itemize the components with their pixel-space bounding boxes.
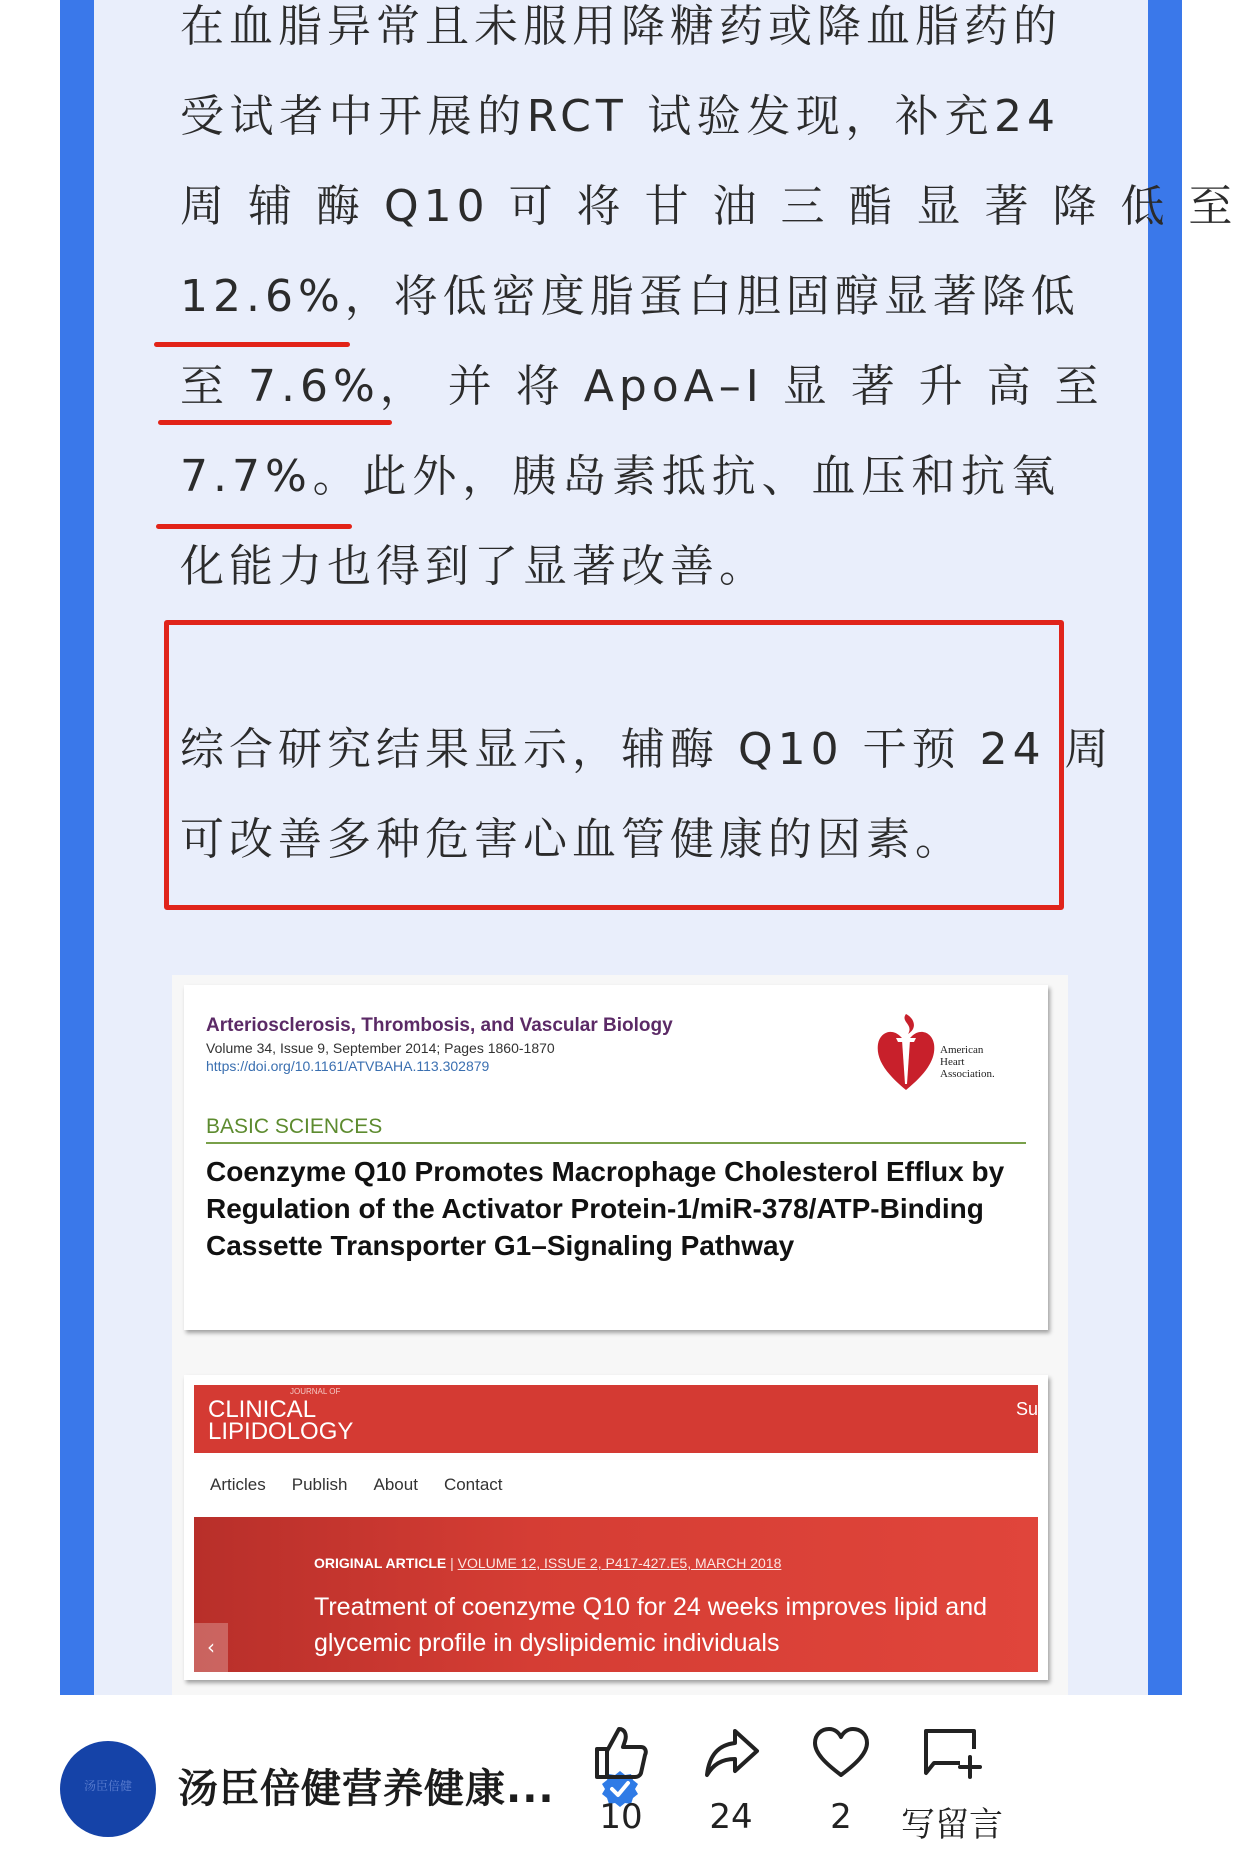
doi-link: https://doi.org/10.1161/ATVBAHA.113.302879 — [206, 1058, 490, 1074]
paragraph-line: 周 辅 酶 Q10 可 将 甘 油 三 酯 显 著 降 低 至 — [180, 181, 1238, 232]
journal-name: Arteriosclerosis, Thrombosis, and Vascular Biology — [206, 1015, 673, 1036]
comment-add-icon — [920, 1723, 984, 1783]
nav-about: About — [373, 1475, 418, 1494]
paragraph-line: 可改善多种危害心血管健康的因素。 — [180, 814, 964, 865]
journal-nav — [210, 1475, 503, 1495]
thumbs-up-icon — [591, 1723, 651, 1783]
paper-card-atvb — [184, 985, 1048, 1330]
header-cut-text: Su — [1015, 1399, 1038, 1419]
avatar[interactable] — [60, 1741, 156, 1837]
account-name[interactable]: 汤臣倍健营养健康... — [178, 1766, 555, 1812]
favorite-button[interactable] — [786, 1723, 896, 1853]
share-arrow-icon — [701, 1723, 761, 1783]
comment-label: 写留言 — [901, 1805, 1003, 1845]
heart-icon — [811, 1723, 871, 1783]
section-label: BASIC SCIENCES — [206, 1115, 383, 1138]
section-divider — [206, 1142, 1026, 1144]
bottom-action-bar — [0, 1695, 1242, 1863]
paper-screenshots — [172, 975, 1068, 1695]
paper-card-jcl — [184, 1375, 1048, 1680]
highlight-underline — [156, 524, 352, 529]
journal-volume: Volume 34, Issue 9, September 2014; Pages 1860-1870 — [206, 1040, 555, 1056]
paragraph-line: 12.6%，将低密度脂蛋白胆固醇显著降低 — [180, 271, 1080, 322]
paragraph-line: 综合研究结果显示，辅酶 Q10 干预 24 周 — [180, 724, 1114, 775]
share-button[interactable] — [676, 1723, 786, 1853]
paragraph-line: 化能力也得到了显著改善。 — [180, 541, 768, 592]
nav-publish: Publish — [291, 1475, 348, 1494]
avatar-text: 汤臣倍健 — [83, 1779, 132, 1793]
nav-contact: Contact — [443, 1475, 503, 1494]
share-count: 24 — [709, 1797, 753, 1837]
journal-logo: CLINICAL LIPIDOLOGY — [208, 1396, 354, 1445]
paragraph-line: 7.7%。此外，胰岛素抵抗、血压和抗氧 — [180, 451, 1060, 502]
paragraph-line: 至 7.6%， 并 将 ApoA–I 显 著 升 高 至 — [180, 361, 1104, 412]
journal-name-small: JOURNAL OF — [290, 1387, 341, 1396]
paper-title: Coenzyme Q10 Promotes Macrophage Cholesterol Efflux by Regulation of the Activator Protein-1/miR-378/ATP-Binding Cassette Transporter G1–Signaling Pathway — [206, 1156, 1005, 1261]
highlight-paragraph — [180, 705, 1114, 885]
comment-button[interactable] — [892, 1723, 1012, 1853]
nav-articles: Articles — [210, 1475, 266, 1494]
like-count: 10 — [599, 1797, 643, 1837]
article-banner — [194, 1517, 1038, 1672]
paragraph-line: 在血脂异常且未服用降糖药或降血脂药的 — [180, 1, 1062, 52]
highlight-underline — [158, 420, 392, 425]
favorite-count: 2 — [830, 1797, 852, 1837]
chevron-left-icon: ‹ — [194, 1623, 228, 1672]
paper-title: Treatment of coenzyme Q10 for 24 weeks improves lipid and glycemic profile in dyslipidemic individuals — [314, 1593, 987, 1657]
journal-header — [194, 1385, 1038, 1453]
article-meta: ORIGINAL ARTICLE | VOLUME 12, ISSUE 2, P417-427.E5, MARCH 2018 — [314, 1555, 782, 1571]
aha-logo — [874, 1010, 1024, 1100]
like-button[interactable] — [566, 1723, 676, 1853]
article-paragraph — [180, 0, 1238, 612]
heart-torch-icon — [874, 1010, 938, 1096]
highlight-underline — [154, 342, 350, 347]
paragraph-line: 受试者中开展的RCT 试验发现，补充24 — [180, 91, 1060, 142]
aha-logo-text: American Heart Association. — [940, 1044, 995, 1080]
